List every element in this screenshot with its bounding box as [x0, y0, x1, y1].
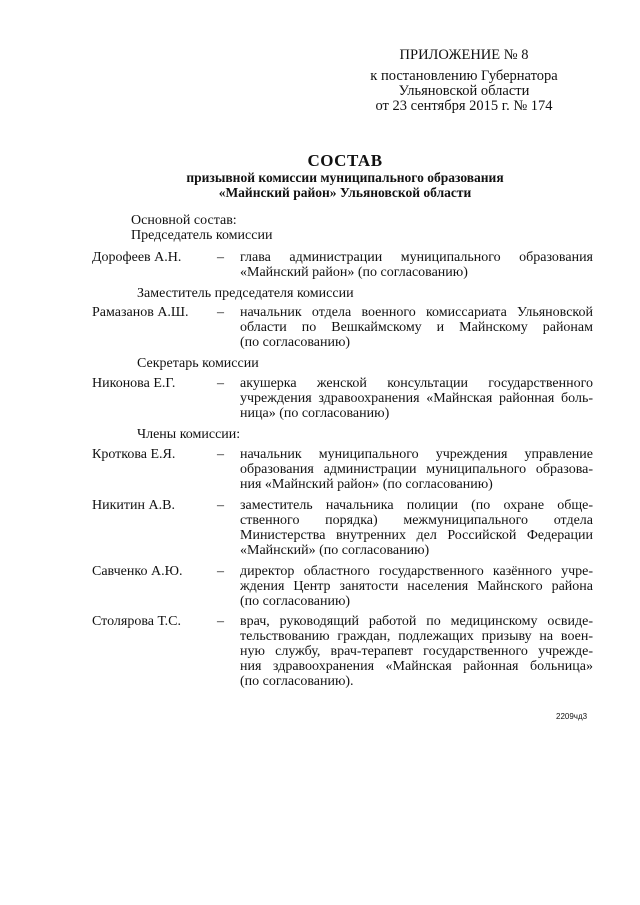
dash-separator: –: [217, 614, 224, 629]
description-line: ную службу, врач-терапевт государственного учрежде-: [240, 644, 593, 659]
person-name: Никитин А.В.: [92, 498, 175, 513]
person-name: Дорофеев А.Н.: [92, 250, 182, 265]
dash-separator: –: [217, 250, 224, 265]
person-name: Столярова Т.С.: [92, 614, 181, 629]
heading-title: СОСТАВ: [307, 151, 383, 170]
person-name: Савченко А.Ю.: [92, 564, 183, 579]
document-heading: [120, 152, 570, 200]
person-description: [240, 305, 593, 350]
description-line: начальник отдела военного комиссариата Ульяновской: [240, 305, 593, 320]
description-line: ния «Майнский район» (по согласованию): [240, 477, 493, 492]
person-description: [240, 498, 593, 558]
dash-separator: –: [217, 498, 224, 513]
person-description: [240, 250, 593, 280]
description-line: ния здравоохранения «Майнская районная больница»: [240, 659, 593, 674]
chairman-label: Председатель комиссии: [131, 228, 273, 243]
description-line: ждения Центр занятости населения Майнского района: [240, 579, 593, 594]
description-line: образования администрации муниципального образова-: [240, 462, 593, 477]
person-description: [240, 447, 593, 492]
description-line: Министерства внутренних дел Российской Федерации: [240, 528, 593, 543]
appendix-title: ПРИЛОЖЕНИЕ № 8: [399, 47, 529, 63]
dash-separator: –: [217, 376, 224, 391]
description-line: директор областного государственного казённого учре-: [240, 564, 593, 579]
heading-line-1: призывной комиссии муниципального образования: [186, 170, 504, 185]
heading-line-2: «Майнский район» Ульяновской области: [218, 185, 472, 200]
description-line: (по согласованию).: [240, 674, 354, 689]
document-code: 2209чд3: [556, 712, 588, 721]
description-line: учреждения здравоохранения «Майнская районная боль-: [240, 391, 593, 406]
person-name: Рамазанов А.Ш.: [92, 305, 189, 320]
description-line: глава администрации муниципального образования: [240, 250, 593, 265]
appendix-line-3: от 23 сентября 2015 г. № 174: [375, 98, 553, 114]
dash-separator: –: [217, 564, 224, 579]
description-line: (по согласованию): [240, 594, 351, 609]
appendix-line-2: Ульяновской области: [398, 83, 530, 99]
description-line: области по Вешкаймскому и Майнскому районам: [240, 320, 593, 335]
deputy-label: Заместитель председателя комиссии: [137, 286, 354, 301]
dash-separator: –: [217, 447, 224, 462]
person-description: [240, 614, 593, 689]
description-line: тельствованию граждан, подлежащих призыву на воен-: [240, 629, 593, 644]
appendix-line-1: к постановлению Губернатора: [370, 68, 558, 84]
secretary-label: Секретарь комиссии: [137, 356, 259, 371]
dash-separator: –: [217, 305, 224, 320]
description-line: ница» (по согласованию): [240, 406, 390, 421]
main-composition-label: Основной состав:: [131, 213, 237, 228]
description-line: врач, руководящий работой по медицинскому освиде-: [240, 614, 593, 629]
person-description: [240, 376, 593, 421]
description-line: «Майнский район» (по согласованию): [240, 265, 468, 280]
person-description: [240, 564, 593, 609]
person-name: Никонова Е.Г.: [92, 376, 176, 391]
description-line: (по согласованию): [240, 335, 351, 350]
description-line: «Майнский» (по согласованию): [240, 543, 430, 558]
description-line: заместитель начальника полиции (по охране обще-: [240, 498, 593, 513]
description-line: начальник муниципального учреждения управление: [240, 447, 593, 462]
description-line: акушерка женской консультации государственного: [240, 376, 593, 391]
person-name: Кроткова Е.Я.: [92, 447, 176, 462]
description-line: ственного порядка) межмуниципального отдела: [240, 513, 593, 528]
members-label: Члены комиссии:: [137, 427, 241, 442]
